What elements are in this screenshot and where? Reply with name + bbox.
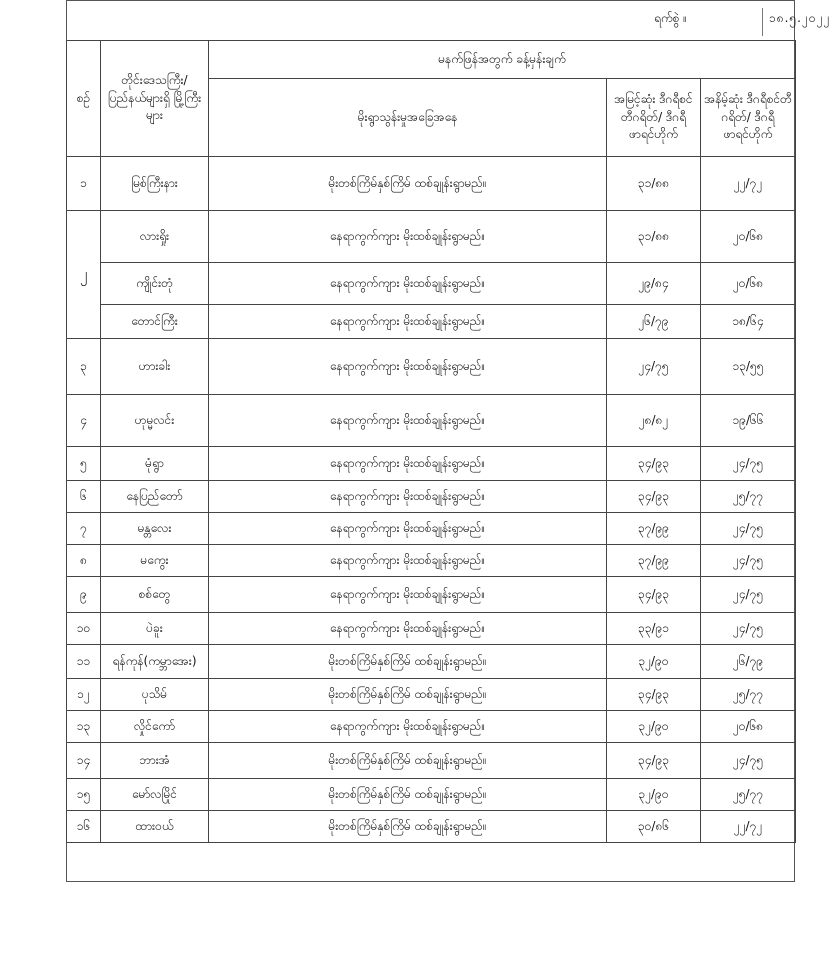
table-row [67, 157, 796, 211]
row-no: ၁၃ [67, 711, 101, 743]
row-max-temp: ၂၈/၈၂ [607, 395, 701, 447]
row-city: ပဲခူး [101, 613, 209, 645]
table-row [67, 779, 796, 811]
row-max-temp: ၂၆/၇၉ [607, 305, 701, 339]
header-city: တိုင်းဒေသကြီး/ ပြည်နယ်များရှိ မြို့ကြီးများ [101, 41, 209, 157]
row-city: နေပြည်တော် [101, 481, 209, 513]
row-min-temp: ၂၀/၆၈ [701, 263, 796, 305]
row-weather: မိုးတစ်ကြိမ်နှစ်ကြိမ် ထစ်ချုန်းရွာမည်။ [209, 679, 607, 711]
row-city: ထားဝယ် [101, 811, 209, 843]
forecast-table [66, 40, 796, 843]
row-no: ၉ [67, 577, 101, 613]
header-no: စဉ် [67, 41, 101, 157]
row-min-temp: ၂၄/၇၅ [701, 447, 796, 481]
forecast-rows [67, 157, 796, 843]
row-min-temp: ၂၅/၇၇ [701, 481, 796, 513]
row-city: ရန်ကုန်(ကမ္ဘာအေး) [101, 645, 209, 679]
row-city: လားရှိုး [101, 211, 209, 263]
row-weather: မိုးတစ်ကြိမ်နှစ်ကြိမ် ထစ်ချုန်းရွာမည်။ [209, 811, 607, 843]
row-weather: မိုးတစ်ကြိမ်နှစ်ကြိမ် ထစ်ချုန်းရွာမည်။ [209, 743, 607, 779]
row-min-temp: ၂၅/၇၇ [701, 679, 796, 711]
row-max-temp: ၂၄/၇၅ [607, 339, 701, 395]
date-label: ရက်စွဲ ။ [654, 11, 687, 25]
table-row [67, 711, 796, 743]
table-row [67, 447, 796, 481]
row-weather: နေရာကွက်ကျား မိုးထစ်ချုန်းရွာမည်။ [209, 711, 607, 743]
row-no: ၁၅ [67, 779, 101, 811]
date-line [66, 0, 831, 40]
row-weather: နေရာကွက်ကျား မိုးထစ်ချုန်းရွာမည်။ [209, 211, 607, 263]
date-divider [762, 8, 763, 36]
row-city: ကျိုင်းတုံ [101, 263, 209, 305]
table-row [67, 743, 796, 779]
row-weather: မိုးတစ်ကြိမ်နှစ်ကြိမ် ထစ်ချုန်းရွာမည်။ [209, 779, 607, 811]
row-max-temp: ၃၂/၉၀ [607, 645, 701, 679]
row-min-temp: ၂၄/၇၅ [701, 545, 796, 577]
table-row [67, 211, 796, 263]
row-min-temp: ၁၉/၆၆ [701, 395, 796, 447]
row-max-temp: ၃၄/၉၃ [607, 679, 701, 711]
row-no: ၁၂ [67, 679, 101, 711]
row-weather: နေရာကွက်ကျား မိုးထစ်ချုန်းရွာမည်။ [209, 447, 607, 481]
row-weather: နေရာကွက်ကျား မိုးထစ်ချုန်းရွာမည်။ [209, 613, 607, 645]
row-max-temp: ၃၄/၉၃ [607, 447, 701, 481]
table-row [67, 513, 796, 545]
row-weather: နေရာကွက်ကျား မိုးထစ်ချုန်းရွာမည်။ [209, 395, 607, 447]
table-row [67, 305, 796, 339]
row-city: မန္တလေး [101, 513, 209, 545]
row-no: ၁ [67, 157, 101, 211]
row-min-temp: ၂၅/၇၇ [701, 779, 796, 811]
row-no: ၄ [67, 395, 101, 447]
row-city: လှိုင်ကော် [101, 711, 209, 743]
row-min-temp: ၁၃/၅၅ [701, 339, 796, 395]
row-max-temp: ၃၇/၉၉ [607, 545, 701, 577]
row-weather: နေရာကွက်ကျား မိုးထစ်ချုန်းရွာမည်။ [209, 339, 607, 395]
row-city: ဟားခါး [101, 339, 209, 395]
row-city: မြစ်ကြီးနား [101, 157, 209, 211]
row-no: ၁၀ [67, 613, 101, 645]
table-row [67, 577, 796, 613]
table-row [67, 395, 796, 447]
row-city: မော်လမြိုင် [101, 779, 209, 811]
row-max-temp: ၃၂/၉၀ [607, 779, 701, 811]
table-row [67, 613, 796, 645]
row-weather: မိုးတစ်ကြိမ်နှစ်ကြိမ် ထစ်ချုန်းရွာမည်။ [209, 645, 607, 679]
row-weather: နေရာကွက်ကျား မိုးထစ်ချုန်းရွာမည်။ [209, 305, 607, 339]
row-max-temp: ၃၄/၉၃ [607, 743, 701, 779]
row-min-temp: ၁၈/၆၄ [701, 305, 796, 339]
row-max-temp: ၃၇/၉၉ [607, 513, 701, 545]
row-city: စစ်တွေ [101, 577, 209, 613]
row-weather: မိုးတစ်ကြိမ်နှစ်ကြိမ် ထစ်ချုန်းရွာမည်။ [209, 157, 607, 211]
row-max-temp: ၃၁/၈၈ [607, 211, 701, 263]
row-city: ဟုမ္မလင်း [101, 395, 209, 447]
row-weather: နေရာကွက်ကျား မိုးထစ်ချုန်းရွာမည်။ [209, 263, 607, 305]
table-row [67, 263, 796, 305]
row-min-temp: ၂၄/၇၅ [701, 513, 796, 545]
row-min-temp: ၂၄/၇၅ [701, 577, 796, 613]
row-no: ၈ [67, 545, 101, 577]
header-weather: မိုးရွာသွန်းမှုအခြေအနေ [209, 79, 607, 157]
row-weather: နေရာကွက်ကျား မိုးထစ်ချုန်းရွာမည်။ [209, 481, 607, 513]
row-city: တောင်ကြီး [101, 305, 209, 339]
row-min-temp: ၂၄/၇၅ [701, 613, 796, 645]
row-no: ၁၄ [67, 743, 101, 779]
row-weather: နေရာကွက်ကျား မိုးထစ်ချုန်းရွာမည်။ [209, 513, 607, 545]
row-no: ၁၁ [67, 645, 101, 679]
date-value: ၁၈.၅.၂၀၂၂ [769, 11, 831, 25]
row-min-temp: ၂၄/၇၅ [701, 743, 796, 779]
row-no: ၃ [67, 339, 101, 395]
row-min-temp: ၂၀/၆၈ [701, 211, 796, 263]
table-row [67, 645, 796, 679]
row-min-temp: ၂၀/၆၈ [701, 711, 796, 743]
row-no: ၂ [67, 211, 101, 339]
row-min-temp: ၂၂/၇၂ [701, 157, 796, 211]
row-city: ပုသိမ် [101, 679, 209, 711]
row-no: ၁၆ [67, 811, 101, 843]
row-max-temp: ၃၂/၉၀ [607, 711, 701, 743]
row-city: ဘားအံ [101, 743, 209, 779]
table-row [67, 679, 796, 711]
row-max-temp: ၂၉/၈၄ [607, 263, 701, 305]
table-row [67, 811, 796, 843]
table-row [67, 339, 796, 395]
row-max-temp: ၃၁/၈၈ [607, 157, 701, 211]
row-max-temp: ၃၀/၈၆ [607, 811, 701, 843]
row-no: ၆ [67, 481, 101, 513]
row-min-temp: ၂၂/၇၂ [701, 811, 796, 843]
row-city: မုံရွာ [101, 447, 209, 481]
table-row [67, 481, 796, 513]
row-max-temp: ၃၄/၉၃ [607, 577, 701, 613]
row-max-temp: ၃၄/၉၃ [607, 481, 701, 513]
row-no: ၅ [67, 447, 101, 481]
row-weather: နေရာကွက်ကျား မိုးထစ်ချုန်းရွာမည်။ [209, 545, 607, 577]
header-forecast-group: မနက်ဖြန်အတွက် ခန့်မှန်းချက် [209, 41, 796, 79]
header-max-temp: အမြင့်ဆုံး ဒီဂရီစင်တီဂရိတ်/ ဒီဂရီဖာရင်ဟိုက် [607, 79, 701, 157]
row-no: ၇ [67, 513, 101, 545]
header-min-temp: အနိမ့်ဆုံး ဒီဂရီစင်တီဂရိတ်/ ဒီဂရီဖာရင်ဟိုက် [701, 79, 796, 157]
row-min-temp: ၂၆/၇၉ [701, 645, 796, 679]
row-max-temp: ၃၃/၉၁ [607, 613, 701, 645]
table-row [67, 545, 796, 577]
row-weather: နေရာကွက်ကျား မိုးထစ်ချုန်းရွာမည်။ [209, 577, 607, 613]
row-city: မကွေး [101, 545, 209, 577]
